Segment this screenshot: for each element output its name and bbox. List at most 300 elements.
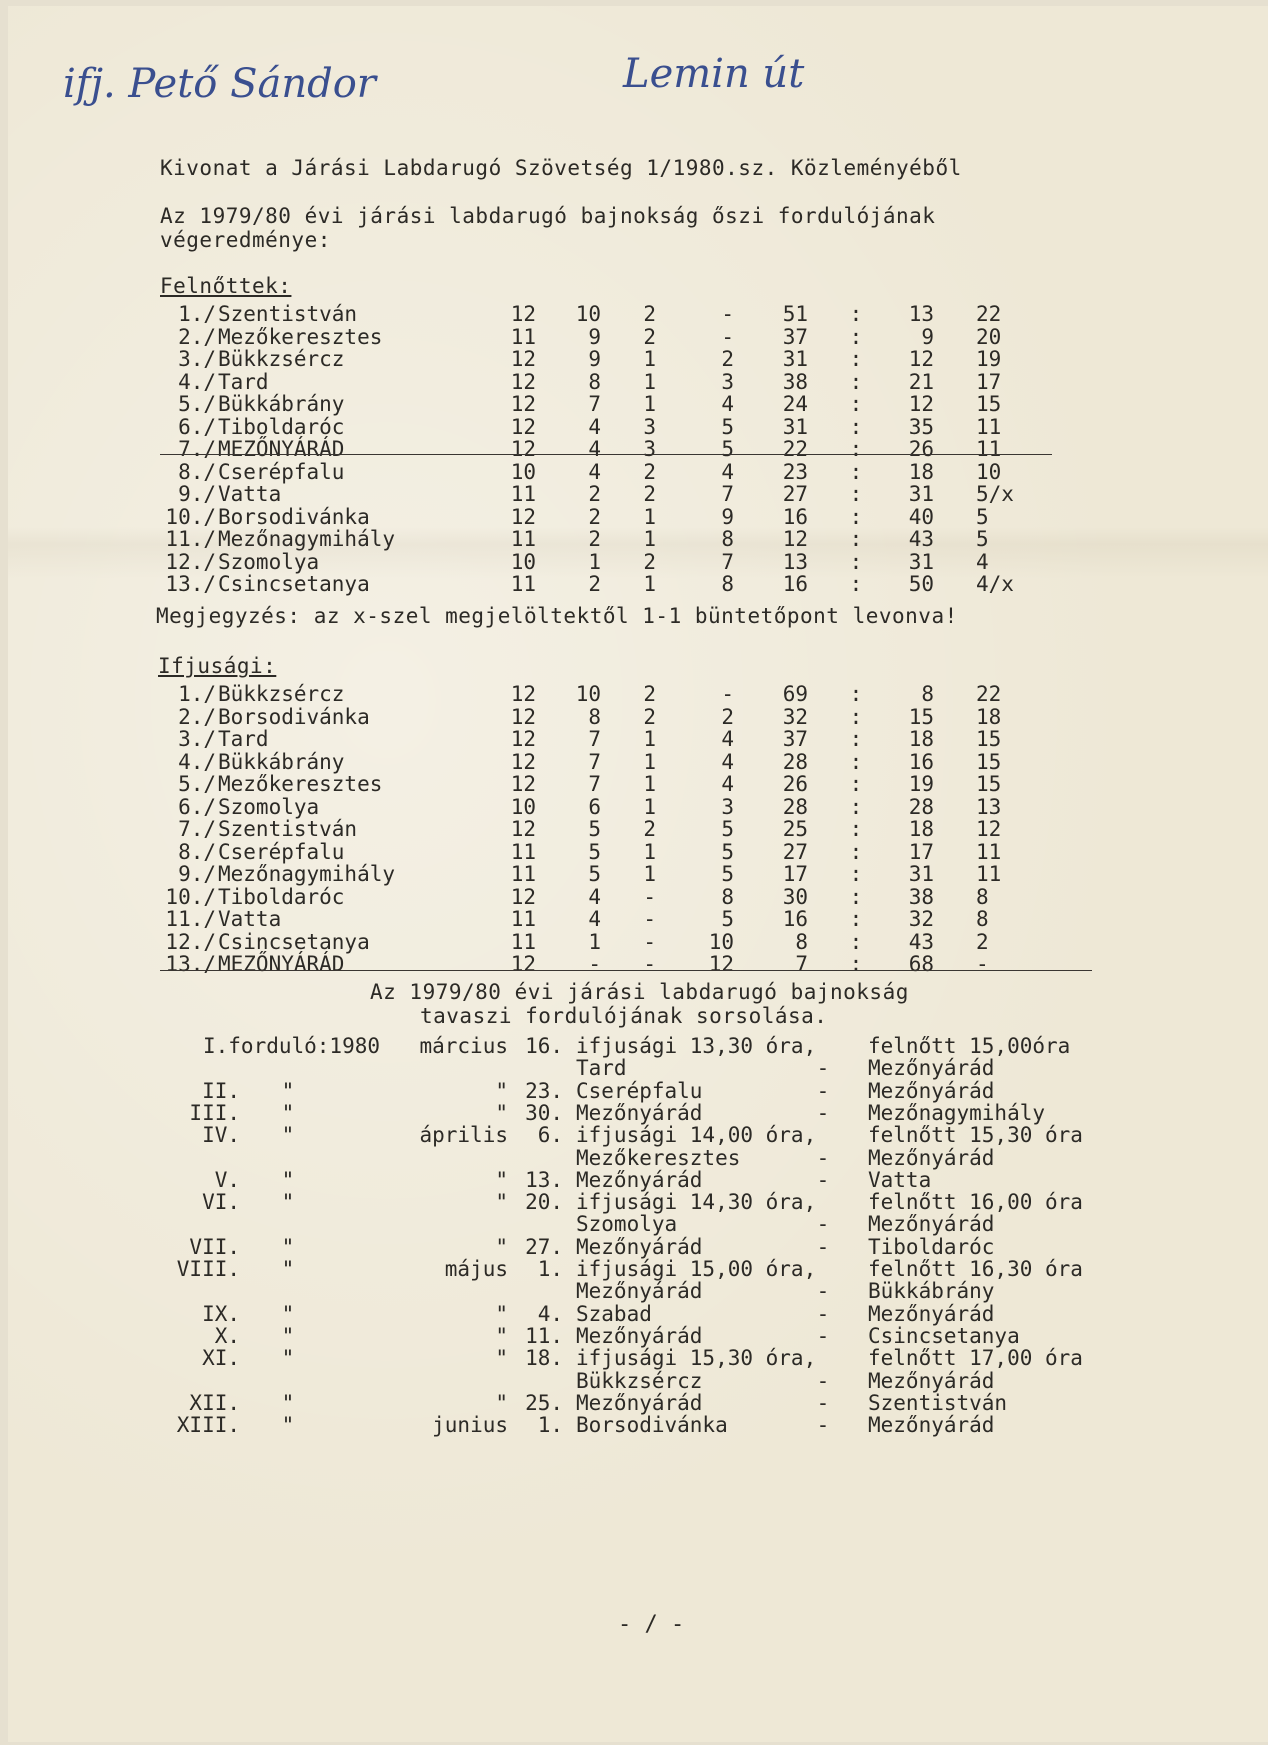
cell-pts: 11 xyxy=(976,437,1002,461)
cell-l: 3 xyxy=(721,369,734,394)
schedule-row xyxy=(8,1101,1158,1125)
schedule-round: I.forduló:1980 xyxy=(203,1034,381,1058)
cell-team: Vatta xyxy=(218,482,282,506)
cell-gf: 17 xyxy=(782,862,808,886)
cell-pts: 4/x xyxy=(976,572,1014,596)
schedule-round: XIII. xyxy=(176,1413,240,1438)
table-row xyxy=(156,750,1056,774)
cell-rank: 13./ xyxy=(165,572,216,596)
cell-rank: 6./ xyxy=(178,414,216,439)
table-row xyxy=(156,460,1056,484)
cell-m: 12 xyxy=(510,504,536,529)
schedule-round: IV. xyxy=(202,1123,240,1148)
cell-pts: 8 xyxy=(976,884,989,909)
table-row xyxy=(156,885,1056,909)
schedule-home: Mezőnyárád xyxy=(576,1234,703,1259)
header-line-2: Az 1979/80 évi járási labdarugó bajnokság őszi fordulójának xyxy=(160,204,936,228)
schedule-away: Mezőnyárád xyxy=(868,1368,995,1393)
cell-rank: 4./ xyxy=(178,749,216,774)
cell-gf: 25 xyxy=(782,817,808,841)
cell-team: Bükkzsércz xyxy=(218,347,345,371)
adults-heading: Felnőttek: xyxy=(160,274,292,298)
cell-rank: 3./ xyxy=(178,347,216,371)
schedule-row xyxy=(8,1369,1158,1393)
score-separator: : xyxy=(849,749,863,774)
table-row xyxy=(156,682,1056,706)
cell-team: Csincsetanya xyxy=(218,929,370,954)
cell-ga: 18 xyxy=(908,817,934,841)
score-separator: : xyxy=(849,392,863,416)
handwritten-note: Lemin út xyxy=(623,51,805,97)
ditto-mark: " xyxy=(281,1390,295,1415)
schedule-row xyxy=(8,1212,1158,1236)
schedule-away: Mezőnyárád xyxy=(868,1056,995,1081)
score-separator: : xyxy=(849,884,863,909)
cell-rank: 12./ xyxy=(165,549,216,574)
cell-rank: 6./ xyxy=(178,794,216,819)
cell-ga: 13 xyxy=(908,302,934,326)
cell-m: 10 xyxy=(510,459,536,484)
table-row xyxy=(156,302,1056,326)
schedule-away: Mezőnagymihály xyxy=(868,1100,1046,1125)
schedule-round: XII. xyxy=(189,1390,240,1415)
cell-rank: 2./ xyxy=(178,704,216,729)
cell-ga: 31 xyxy=(908,862,934,886)
cell-l: 4 xyxy=(721,459,734,484)
cell-team: Szomolya xyxy=(218,794,320,819)
schedule-day: 13. xyxy=(525,1167,563,1192)
cell-d: 1 xyxy=(643,839,656,864)
cell-team: Tard xyxy=(218,369,269,394)
schedule-row xyxy=(8,1257,1158,1281)
cell-l: 5 xyxy=(721,907,734,931)
schedule-month: " xyxy=(495,1190,508,1215)
cell-m: 12 xyxy=(510,302,536,326)
cell-m: 12 xyxy=(510,952,536,976)
cell-l: - xyxy=(721,324,734,349)
schedule-row xyxy=(8,1056,1158,1080)
schedule-away: felnőtt 15,30 óra xyxy=(868,1123,1083,1148)
cell-team: Borsodivánka xyxy=(218,704,370,729)
cell-pts: 11 xyxy=(976,862,1002,886)
schedule-dash: - xyxy=(816,1145,830,1170)
score-separator: : xyxy=(849,727,863,751)
cell-gf: 38 xyxy=(782,369,808,394)
schedule-dash: - xyxy=(816,1167,830,1192)
cell-pts: 11 xyxy=(976,839,1002,864)
cell-m: 12 xyxy=(510,884,536,909)
schedule-home: ifjusági 15,00 óra, xyxy=(576,1257,817,1281)
ditto-mark: " xyxy=(281,1301,295,1326)
cell-gf: 27 xyxy=(782,482,808,506)
cell-team: Szentistván xyxy=(218,302,358,326)
ditto-mark: " xyxy=(281,1413,295,1438)
cell-m: 12 xyxy=(510,437,536,461)
table-row xyxy=(156,482,1056,506)
cell-d: 2 xyxy=(643,704,656,729)
adults-divider xyxy=(160,454,1052,455)
schedule-dash: - xyxy=(816,1323,830,1348)
table-row xyxy=(156,325,1056,349)
ditto-mark: " xyxy=(281,1167,295,1192)
cell-m: 12 xyxy=(510,749,536,774)
schedule-row xyxy=(8,1235,1158,1259)
cell-gf: 22 xyxy=(782,437,808,461)
cell-d: 2 xyxy=(643,549,656,574)
cell-m: 12 xyxy=(510,682,536,706)
cell-ga: 43 xyxy=(908,929,934,954)
schedule-month: " xyxy=(495,1100,508,1125)
cell-l: 4 xyxy=(721,727,734,751)
schedule-away: felnőtt 15,00óra xyxy=(868,1034,1071,1058)
schedule-row xyxy=(8,1123,1158,1147)
cell-l: 3 xyxy=(721,794,734,819)
score-separator: : xyxy=(849,794,863,819)
schedule-dash: - xyxy=(816,1279,830,1304)
cell-d: 3 xyxy=(643,437,656,461)
cell-gf: 30 xyxy=(782,884,808,909)
schedule-day: 1. xyxy=(537,1413,563,1438)
cell-team: Vatta xyxy=(218,907,282,931)
cell-gf: 28 xyxy=(782,794,808,819)
cell-d: 1 xyxy=(643,727,656,751)
cell-ga: 17 xyxy=(908,839,934,864)
cell-pts: 18 xyxy=(976,704,1002,729)
cell-team: Szomolya xyxy=(218,549,320,574)
schedule-home: Mezőnyárád xyxy=(576,1167,703,1192)
table-row xyxy=(156,572,1056,596)
cell-pts: 15 xyxy=(976,727,1002,751)
schedule-home: Borsodivánka xyxy=(576,1413,728,1438)
cell-d: 1 xyxy=(643,527,656,551)
score-separator: : xyxy=(849,414,863,439)
handwritten-annotation xyxy=(63,51,963,141)
schedule-home: Mezőkeresztes xyxy=(576,1145,741,1170)
cell-l: 12 xyxy=(708,952,734,976)
cell-w: 7 xyxy=(588,392,601,416)
cell-gf: 37 xyxy=(782,324,808,349)
cell-l: 2 xyxy=(721,704,734,729)
schedule-away: felnőtt 16,00 óra xyxy=(868,1190,1083,1215)
cell-pts: 5 xyxy=(976,527,989,551)
cell-l: 4 xyxy=(721,772,734,796)
cell-gf: 16 xyxy=(782,572,808,596)
ditto-mark: " xyxy=(281,1346,295,1371)
cell-team: Bükkzsércz xyxy=(218,682,345,706)
cell-pts: 15 xyxy=(976,772,1002,796)
cell-gf: 26 xyxy=(782,772,808,796)
cell-rank: 3./ xyxy=(178,727,216,751)
cell-d: - xyxy=(643,884,656,909)
cell-ga: 31 xyxy=(908,482,934,506)
cell-ga: 16 xyxy=(908,749,934,774)
schedule-away: felnőtt 16,30 óra xyxy=(868,1257,1083,1281)
cell-w: 5 xyxy=(588,839,601,864)
cell-rank: 11./ xyxy=(165,527,216,551)
cell-l: 7 xyxy=(721,549,734,574)
cell-gf: 27 xyxy=(782,839,808,864)
cell-pts: 12 xyxy=(976,817,1002,841)
cell-m: 12 xyxy=(510,392,536,416)
cell-l: - xyxy=(721,302,734,326)
schedule-home: Cserépfalu xyxy=(576,1078,703,1103)
cell-l: 4 xyxy=(721,749,734,774)
score-separator: : xyxy=(849,929,863,954)
cell-rank: 7./ xyxy=(178,817,216,841)
cell-rank: 9./ xyxy=(178,862,216,886)
cell-ga: 68 xyxy=(908,952,934,976)
page-number: - / - xyxy=(618,1612,685,1637)
schedule-away: Mezőnyárád xyxy=(868,1212,995,1237)
table-row xyxy=(156,437,1056,461)
ditto-mark: " xyxy=(281,1078,295,1103)
cell-d: 1 xyxy=(643,794,656,819)
schedule-away: Mezőnyárád xyxy=(868,1301,995,1326)
score-separator: : xyxy=(849,682,863,706)
cell-pts: 19 xyxy=(976,347,1002,371)
cell-gf: 8 xyxy=(795,929,808,954)
table-row xyxy=(156,505,1056,529)
cell-m: 11 xyxy=(510,907,536,931)
table-row xyxy=(156,370,1056,394)
cell-m: 12 xyxy=(510,772,536,796)
schedule-row xyxy=(8,1034,1158,1058)
cell-pts: - xyxy=(976,952,989,976)
schedule-day: 11. xyxy=(525,1323,563,1348)
cell-l: 7 xyxy=(721,482,734,506)
cell-w: 4 xyxy=(588,907,601,931)
cell-d: 1 xyxy=(643,862,656,886)
cell-rank: 7./ xyxy=(178,437,216,461)
schedule-home: Mezőnyárád xyxy=(576,1279,703,1304)
score-separator: : xyxy=(849,527,863,551)
youth-bottom-rule xyxy=(160,970,1092,971)
schedule-home: Mezőnyárád xyxy=(576,1323,703,1348)
cell-m: 12 xyxy=(510,347,536,371)
score-separator: : xyxy=(849,772,863,796)
table-row xyxy=(156,907,1056,931)
cell-m: 12 xyxy=(510,369,536,394)
cell-gf: 12 xyxy=(782,527,808,551)
cell-pts: 5 xyxy=(976,504,989,529)
cell-team: Borsodivánka xyxy=(218,504,370,529)
cell-m: 11 xyxy=(510,839,536,864)
cell-gf: 16 xyxy=(782,504,808,529)
schedule-home: Bükkzsércz xyxy=(576,1368,703,1393)
table-row xyxy=(156,930,1056,954)
cell-team: Mezőkeresztes xyxy=(218,324,383,349)
cell-d: - xyxy=(643,929,656,954)
cell-w: 1 xyxy=(588,929,601,954)
schedule-day: 6. xyxy=(537,1123,563,1148)
cell-rank: 10./ xyxy=(165,884,216,909)
cell-d: 3 xyxy=(643,414,656,439)
table-row xyxy=(156,817,1056,841)
cell-pts: 17 xyxy=(976,369,1002,394)
schedule-round: VI. xyxy=(202,1190,240,1215)
cell-w: - xyxy=(588,952,601,976)
schedule-dash: - xyxy=(816,1413,830,1438)
cell-w: 2 xyxy=(588,572,601,596)
schedule-round: VIII. xyxy=(176,1257,240,1281)
cell-d: 2 xyxy=(643,302,656,326)
schedule-row xyxy=(8,1079,1158,1103)
score-separator: : xyxy=(849,302,863,326)
cell-gf: 51 xyxy=(782,302,808,326)
cell-ga: 21 xyxy=(908,369,934,394)
cell-team: Tiboldaróc xyxy=(218,414,345,439)
schedule-home: Mezőnyárád xyxy=(576,1100,703,1125)
schedule-round: VII. xyxy=(189,1234,240,1259)
cell-ga: 18 xyxy=(908,727,934,751)
cell-w: 7 xyxy=(588,749,601,774)
cell-w: 10 xyxy=(575,682,601,706)
schedule-home: Mezőnyárád xyxy=(576,1390,703,1415)
cell-d: 1 xyxy=(643,504,656,529)
cell-gf: 31 xyxy=(782,347,808,371)
schedule-month: " xyxy=(495,1346,508,1371)
cell-w: 7 xyxy=(588,727,601,751)
cell-w: 4 xyxy=(588,459,601,484)
schedule-round: II. xyxy=(202,1078,240,1103)
cell-d: - xyxy=(643,952,656,976)
cell-rank: 8./ xyxy=(178,839,216,864)
schedule-month: " xyxy=(495,1301,508,1326)
cell-m: 10 xyxy=(510,794,536,819)
schedule-away: Mezőnyárád xyxy=(868,1078,995,1103)
schedule-row xyxy=(8,1168,1158,1192)
cell-w: 2 xyxy=(588,482,601,506)
cell-m: 12 xyxy=(510,727,536,751)
adults-note: Megjegyzés: az x-szel megjelöltektől 1-1 büntetőpont levonva! xyxy=(156,604,958,628)
schedule-row xyxy=(8,1346,1158,1370)
cell-team: Bükkábrány xyxy=(218,749,345,774)
schedule-day: 25. xyxy=(525,1390,563,1415)
cell-m: 10 xyxy=(510,549,536,574)
cell-l: 9 xyxy=(721,504,734,529)
cell-gf: 37 xyxy=(782,727,808,751)
schedule-dash: - xyxy=(816,1390,830,1415)
ditto-mark: " xyxy=(281,1323,295,1348)
cell-d: 2 xyxy=(643,817,656,841)
cell-w: 2 xyxy=(588,527,601,551)
schedule-away: Mezőnyárád xyxy=(868,1145,995,1170)
table-row xyxy=(156,550,1056,574)
schedule-away: felnőtt 17,00 óra xyxy=(868,1346,1083,1371)
cell-gf: 69 xyxy=(782,682,808,706)
cell-m: 12 xyxy=(510,704,536,729)
score-separator: : xyxy=(849,347,863,371)
cell-team: Szentistván xyxy=(218,817,358,841)
cell-team: Tard xyxy=(218,727,269,751)
cell-ga: 40 xyxy=(908,504,934,529)
schedule-title-1: Az 1979/80 évi járási labdarugó bajnokság xyxy=(370,980,909,1004)
cell-rank: 2./ xyxy=(178,324,216,349)
schedule-month: március xyxy=(419,1034,508,1058)
schedule-day: 18. xyxy=(525,1346,563,1371)
score-separator: : xyxy=(849,952,863,976)
schedule-month: " xyxy=(495,1167,508,1192)
score-separator: : xyxy=(849,504,863,529)
cell-team: Csincsetanya xyxy=(218,572,370,596)
cell-rank: 1./ xyxy=(178,682,216,706)
cell-ga: 12 xyxy=(908,392,934,416)
cell-l: 5 xyxy=(721,862,734,886)
cell-team: Mezőkeresztes xyxy=(218,772,383,796)
cell-ga: 19 xyxy=(908,772,934,796)
cell-m: 11 xyxy=(510,527,536,551)
schedule-round: V. xyxy=(214,1167,240,1192)
schedule-away: Vatta xyxy=(868,1167,932,1192)
cell-m: 11 xyxy=(510,482,536,506)
cell-pts: 20 xyxy=(976,324,1002,349)
cell-pts: 15 xyxy=(976,392,1002,416)
cell-gf: 16 xyxy=(782,907,808,931)
document-page xyxy=(8,6,1268,1742)
score-separator: : xyxy=(849,437,863,461)
table-row xyxy=(156,862,1056,886)
cell-team: Mezőnagymihály xyxy=(218,862,396,886)
schedule-home: ifjusági 13,30 óra, xyxy=(576,1034,817,1058)
schedule-month: április xyxy=(419,1123,508,1148)
cell-team: Bükkábrány xyxy=(218,392,345,416)
cell-w: 2 xyxy=(588,504,601,529)
ditto-mark: " xyxy=(281,1190,295,1215)
cell-l: 8 xyxy=(721,572,734,596)
table-row xyxy=(156,952,1056,976)
cell-w: 8 xyxy=(588,704,601,729)
cell-w: 4 xyxy=(588,437,601,461)
cell-w: 4 xyxy=(588,414,601,439)
score-separator: : xyxy=(849,572,863,596)
cell-team: MEZŐNYÁRÁD xyxy=(218,952,345,976)
cell-rank: 1./ xyxy=(178,302,216,326)
schedule-home: ifjusági 14,00 óra, xyxy=(576,1123,817,1148)
schedule-row xyxy=(8,1302,1158,1326)
schedule-dash: - xyxy=(816,1100,830,1125)
cell-gf: 23 xyxy=(782,459,808,484)
schedule-day: 27. xyxy=(525,1234,563,1259)
cell-team: Tiboldaróc xyxy=(218,884,345,909)
cell-ga: 12 xyxy=(908,347,934,371)
cell-gf: 31 xyxy=(782,414,808,439)
cell-w: 5 xyxy=(588,817,601,841)
cell-ga: 28 xyxy=(908,794,934,819)
table-row xyxy=(156,795,1056,819)
schedule-day: 1. xyxy=(537,1257,563,1281)
cell-w: 9 xyxy=(588,324,601,349)
schedule-dash: - xyxy=(816,1234,830,1259)
schedule-day: 30. xyxy=(525,1100,563,1125)
cell-d: 1 xyxy=(643,392,656,416)
cell-d: 1 xyxy=(643,772,656,796)
schedule-home: Szomolya xyxy=(576,1212,678,1237)
cell-team: Cserépfalu xyxy=(218,839,345,864)
cell-d: 1 xyxy=(643,572,656,596)
schedule-row xyxy=(8,1146,1158,1170)
cell-team: Cserépfalu xyxy=(218,459,345,484)
cell-d: - xyxy=(643,907,656,931)
schedule-round: III. xyxy=(189,1100,240,1125)
schedule-title-2: tavaszi fordulójának sorsolása. xyxy=(420,1004,828,1028)
schedule-month: " xyxy=(495,1078,508,1103)
schedule-away: Szentistván xyxy=(868,1390,1008,1415)
score-separator: : xyxy=(849,704,863,729)
cell-rank: 10./ xyxy=(165,504,216,529)
cell-gf: 24 xyxy=(782,392,808,416)
ditto-mark: " xyxy=(281,1123,295,1148)
table-row xyxy=(156,772,1056,796)
